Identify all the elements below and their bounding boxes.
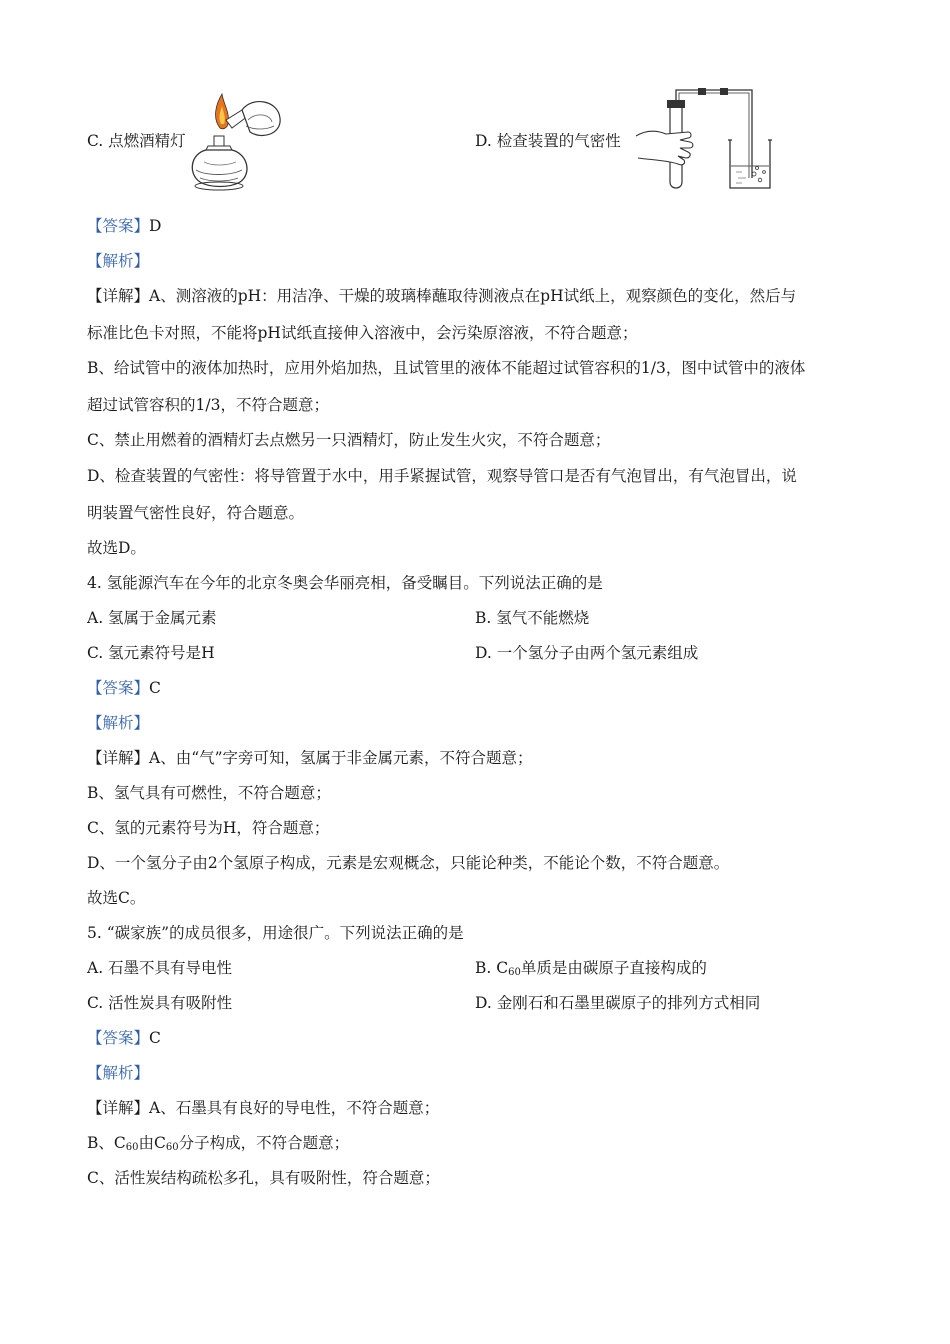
answer-tag: 【答案】 [87,217,150,235]
q5-detail-a [87,1098,439,1118]
answer-tag: 【答案】 [87,679,150,697]
q4-detail-b: B、氢气具有可燃性，不符合题意； [87,784,331,802]
q3-detail-d-line1: D、检查装置的气密性：将导管置于水中，用手紧握试管，观察导管口是否有气泡冒出，有气泡冒出，说 [87,467,797,485]
answer-value: D [149,217,162,235]
answer-value: C [149,679,161,697]
option-text: B. C [475,959,509,977]
q3-detail-a-line2: 标准比色卡对照，不能将pH试纸直接伸入溶液中，会污染原溶液，不符合题意； [87,324,638,342]
detail-tag: 【详解】 [87,287,150,305]
detail-text: B、C [87,1134,126,1152]
q5-detail-b [87,1133,349,1158]
q3-analysis-tag: 【解析】 [87,252,150,270]
q5-option-a: A. 石墨不具有导电性 [87,959,233,977]
airtightness-apparatus-figure [632,86,778,194]
detail-tag: 【详解】 [87,749,150,767]
q5-option-d: D. 金刚石和石墨里碳原子的排列方式相同 [475,994,761,1012]
q3-detail-b-line1: B、给试管中的液体加热时，应用外焰加热，且试管里的液体不能超过试管容积的1/3，图中试管中的液体 [87,359,806,377]
q3-conclusion: 故选D。 [87,539,146,557]
q3-detail-c: C、禁止用燃着的酒精灯去点燃另一只酒精灯，防止发生火灾，不符合题意； [87,431,611,449]
q4-stem: 4. 氢能源汽车在今年的北京冬奥会华丽亮相，备受瞩目。下列说法正确的是 [87,574,603,592]
option-text: 单质是由碳原子直接构成的 [520,959,707,977]
q4-option-d: D. 一个氢分子由两个氢元素组成 [475,644,699,662]
q4-option-c: C. 氢元素符号是H [87,644,215,662]
detail-text: 分子构成，不符合题意； [178,1134,350,1152]
q3-detail-a-line1 [87,286,796,306]
q5-stem: 5. “碳家族”的成员很多，用途很广。下列说法正确的是 [87,924,464,942]
q3-detail-d-line2: 明装置气密性良好，符合题意。 [87,504,305,522]
detail-text: A、由“气”字旁可知，氢属于非金属元素，不符合题意； [149,749,533,767]
q4-conclusion: 故选C。 [87,889,146,907]
q5-answer [87,1028,161,1048]
detail-text: A、石墨具有良好的导电性，不符合题意； [149,1099,440,1117]
q4-analysis-tag: 【解析】 [87,714,150,732]
q4-answer [87,678,161,698]
alcohol-lamp-figure [186,90,286,194]
subscript: 60 [165,1142,179,1153]
q3-detail-b-line2: 超过试管容积的1/3，不符合题意； [87,396,329,414]
detail-tag: 【详解】 [87,1099,150,1117]
option-c: C. 点燃酒精灯 [87,132,186,150]
answer-tag: 【答案】 [87,1029,150,1047]
q4-option-a: A. 氢属于金属元素 [87,609,217,627]
option-d: D. 检查装置的气密性 [475,132,621,150]
subscript: 60 [508,967,521,978]
q4-detail-d: D、一个氢分子由2个氢原子构成，元素是宏观概念，只能论种类，不能论个数，不符合题意。 [87,854,730,872]
q4-detail-c: C、氢的元素符号为H，符合题意； [87,819,330,837]
q5-option-b [475,958,707,983]
detail-text: 由C [138,1134,166,1152]
q5-option-c: C. 活性炭具有吸附性 [87,994,233,1012]
answer-value: C [149,1029,161,1047]
q3-answer [87,216,161,236]
subscript: 60 [125,1142,139,1153]
detail-text: A、测溶液的pH：用洁净、干燥的玻璃棒蘸取待测液点在pH试纸上，观察颜色的变化，然后与 [149,287,797,305]
q5-detail-c: C、活性炭结构疏松多孔，具有吸附性，符合题意； [87,1169,440,1187]
q4-option-b: B. 氢气不能燃烧 [475,609,590,627]
q5-analysis-tag: 【解析】 [87,1064,150,1082]
q4-detail-a [87,748,533,768]
